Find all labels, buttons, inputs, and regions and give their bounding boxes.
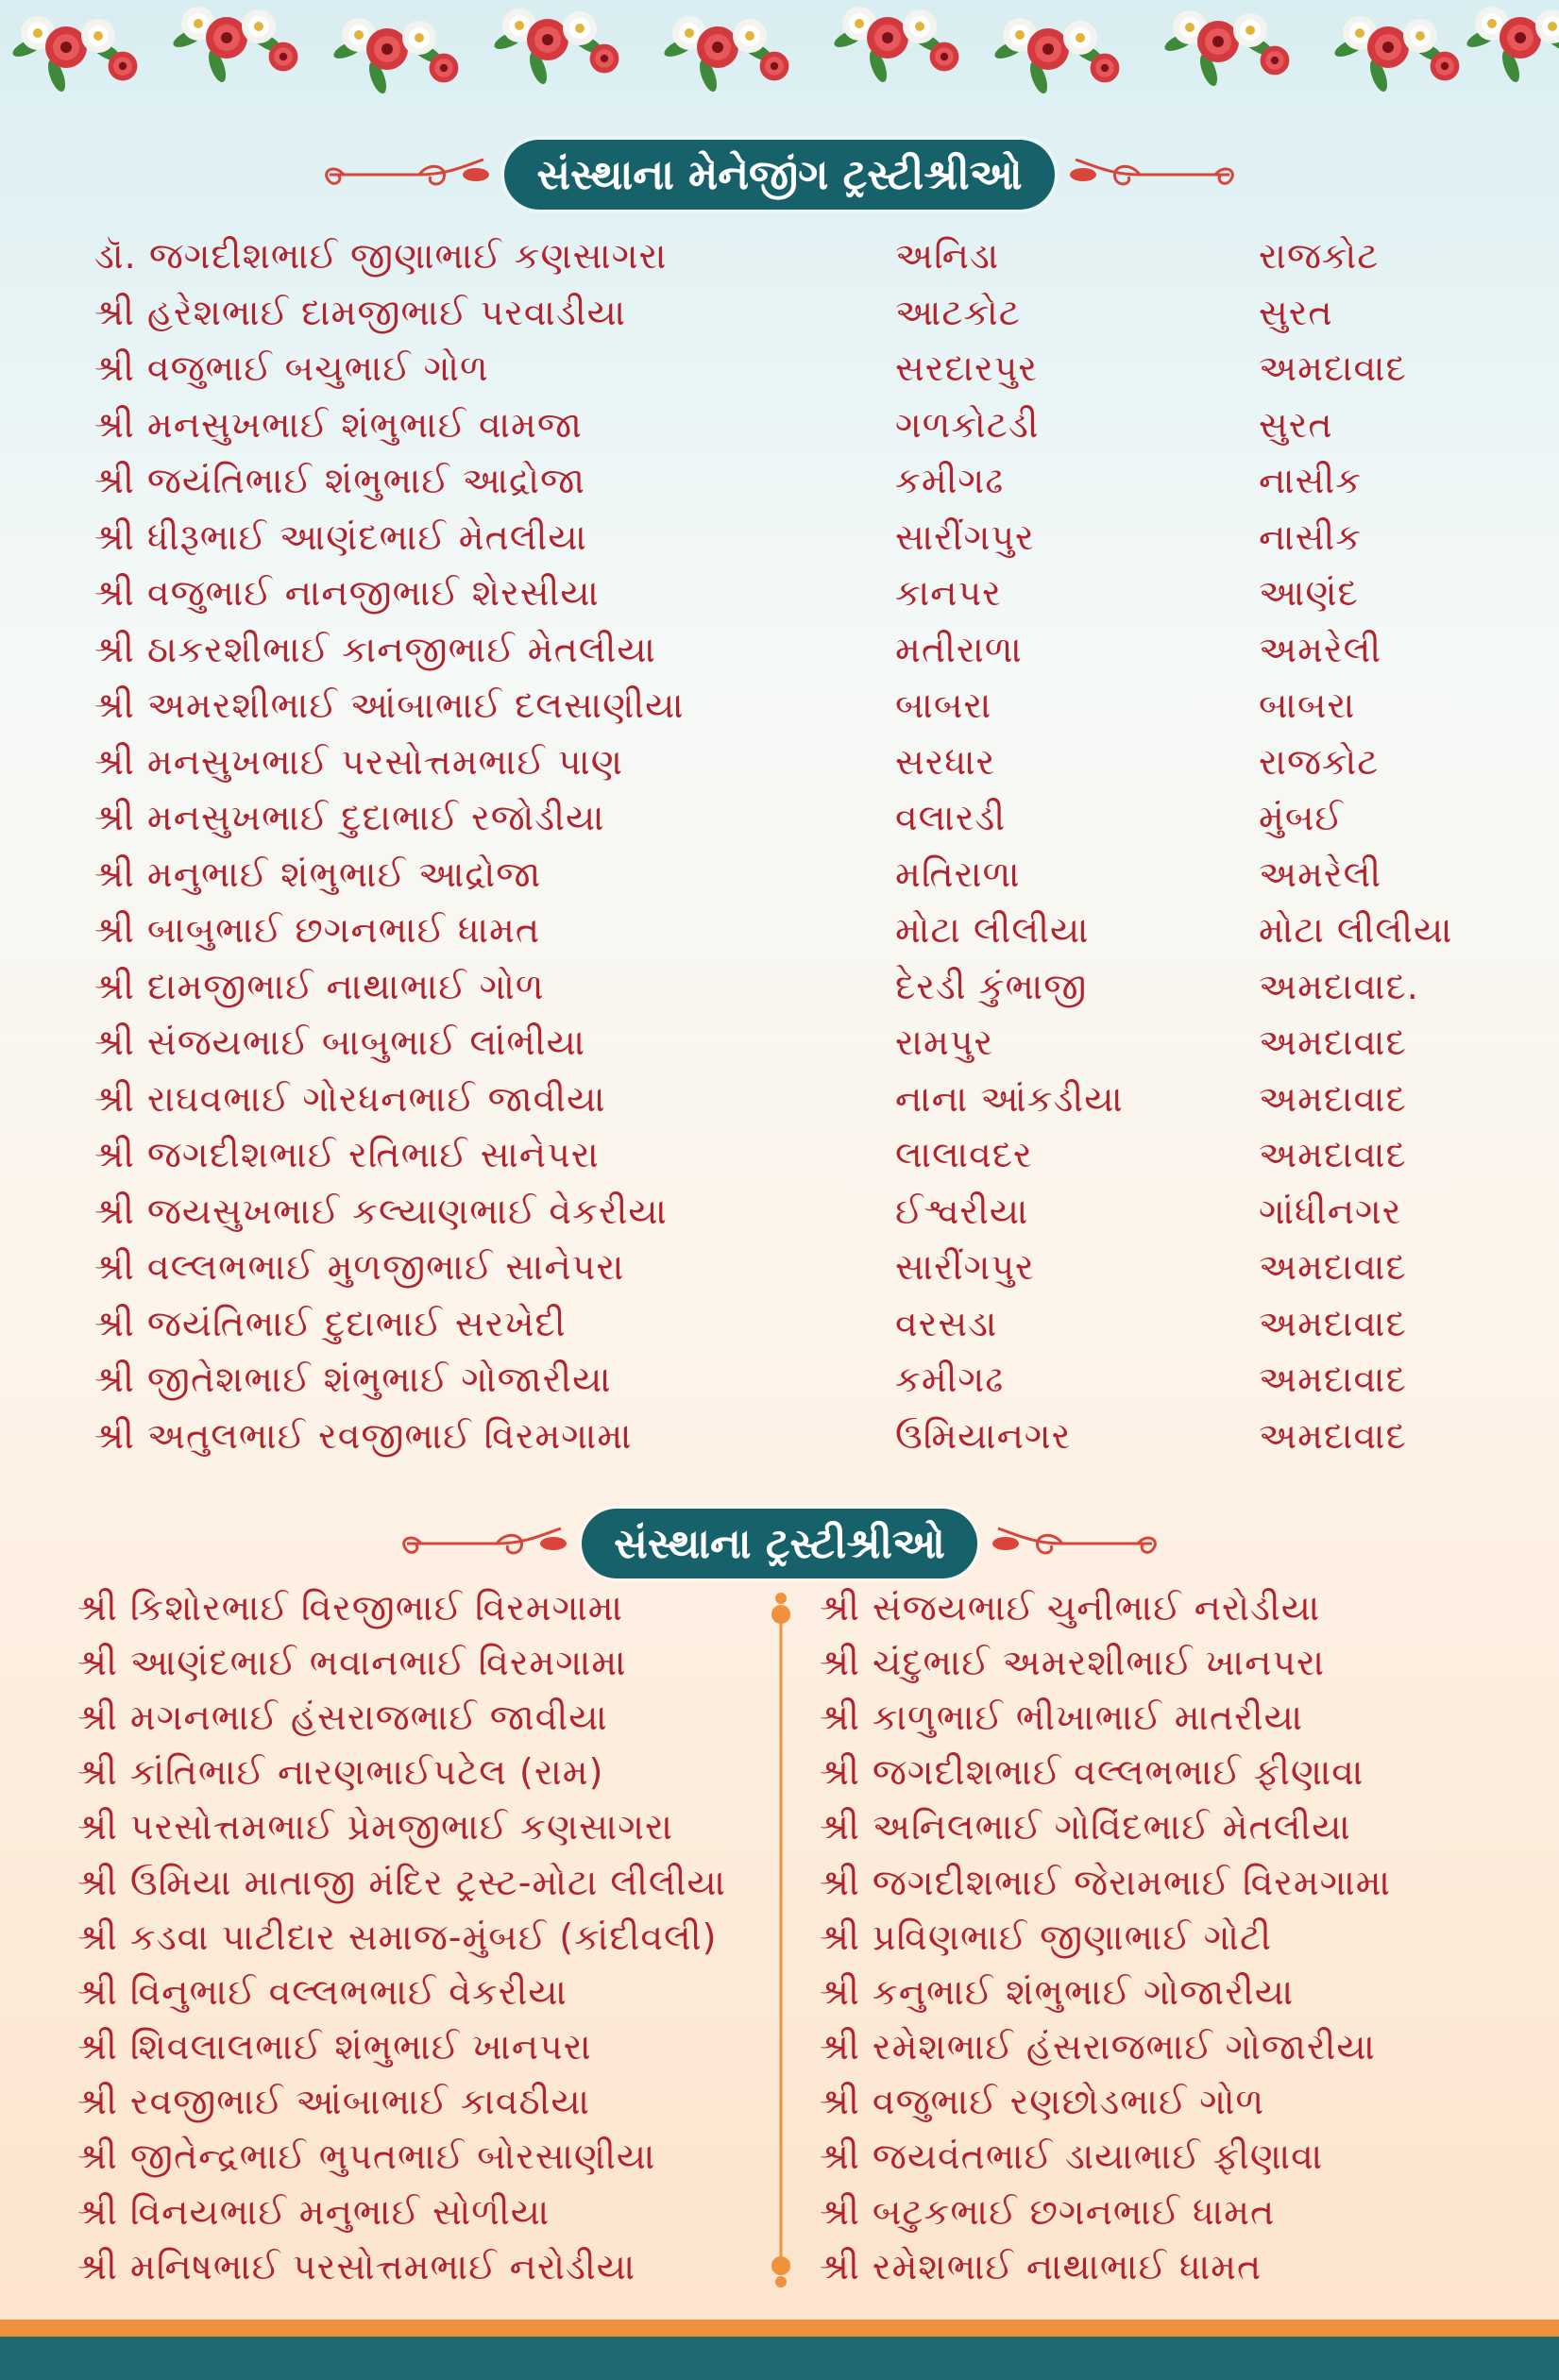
trustee-village: અનિડા — [895, 235, 1000, 278]
trustee-city: અમદાવાદ. — [1259, 965, 1419, 1007]
list-item: શ્રી કાળુભાઈ ભીખાભાઈ માતરીયા — [820, 1696, 1304, 1738]
trustee-village: આટકોટ — [895, 291, 1021, 333]
floral-garland-icon — [0, 0, 1559, 123]
trustee-village: કમીગઢ — [895, 1359, 1005, 1401]
table-row — [94, 903, 1492, 959]
trustee-name: શ્રી મનસુખભાઈ શંભુભાઈ વામજા — [94, 403, 583, 446]
list-item: શ્રી પરસોત્તમભાઈ પ્રેમજીભાઈ કણસાગરા — [77, 1806, 673, 1848]
trustee-name: શ્રી વજુભાઈ નાનજીભાઈ શેરસીયા — [94, 572, 600, 615]
table-row — [94, 847, 1492, 903]
trustee-village: કમીગઢ — [895, 460, 1005, 502]
scroll-ornament-icon — [402, 1515, 572, 1572]
table-row — [94, 1127, 1492, 1184]
list-item: શ્રી મગનભાઈ હંસરાજભાઈ જાવીયા — [77, 1696, 608, 1738]
trustee-name: શ્રી મનસુખભાઈ દુદાભાઈ રજોડીયા — [94, 797, 605, 839]
trustee-village: નાના આંકડીયા — [895, 1077, 1124, 1120]
trustee-village: વરસડા — [895, 1302, 998, 1344]
list-item: શ્રી મનિષભાઈ પરસોત્તમભાઈ નરોડીયા — [77, 2245, 636, 2287]
trustee-name: શ્રી વલ્લભભાઈ મુળજીભાઈ સાનેપરા — [94, 1246, 625, 1289]
trustee-city: અમદાવાદ — [1259, 1021, 1407, 1064]
beaded-divider-icon — [767, 1591, 795, 2289]
table-row — [94, 790, 1492, 847]
trustee-name: શ્રી અતુલભાઈ રવજીભાઈ વિરમગામા — [94, 1414, 633, 1457]
trustee-city: રાજકોટ — [1259, 235, 1380, 278]
list-item: શ્રી જગદીશભાઈ વલ્લભભાઈ ફીણાવા — [820, 1751, 1364, 1794]
list-item: શ્રી ઉમિયા માતાજી મંદિર ટ્રસ્ટ-મોટા લીલીયા — [77, 1861, 726, 1903]
trustees-title: સંસ્થાના ટ્રસ્ટીશ્રીઓ — [582, 1509, 977, 1578]
trustee-name: શ્રી જયંતિભાઈ શંભુભાઈ આદ્રોજા — [94, 460, 585, 502]
trustee-village: મતિરાળા — [895, 852, 1021, 895]
table-row — [94, 1409, 1492, 1465]
scroll-ornament-icon — [987, 1515, 1157, 1572]
table-row — [94, 453, 1492, 510]
trustee-city: અમદાવાદ — [1259, 347, 1407, 390]
list-item: શ્રી બટુકભાઈ છગનભાઈ ધામત — [820, 2190, 1276, 2233]
trustee-village: ગળકોટડી — [895, 403, 1040, 446]
table-row — [94, 397, 1492, 454]
trustees-left-column — [77, 1580, 795, 2294]
trustee-city: અમદાવાદ — [1259, 1077, 1407, 1120]
trustee-city: સુરત — [1259, 403, 1333, 446]
trustee-city: બાબરા — [1259, 684, 1356, 727]
table-row — [94, 1296, 1492, 1353]
trustee-name: શ્રી જયસુખભાઈ કલ્યાણભાઈ વેકરીયા — [94, 1190, 668, 1232]
list-item: શ્રી જીતેન્દ્રભાઈ ભુપતભાઈ બોરસાણીયા — [77, 2135, 656, 2178]
trustee-city: નાસીક — [1259, 515, 1363, 558]
trustee-name: શ્રી જીતેશભાઈ શંભુભાઈ ગોજારીયા — [94, 1359, 612, 1401]
trustee-village: સરદારપુર — [895, 347, 1038, 390]
trustee-village: સારીંગપુર — [895, 1246, 1035, 1289]
list-item: શ્રી કાંતિભાઈ નારણભાઈપટેલ (રામ) — [77, 1751, 604, 1794]
table-row — [94, 622, 1492, 679]
managing-trustees-list — [94, 228, 1492, 1464]
list-item: શ્રી અનિલભાઈ ગોવિંદભાઈ મેતલીયા — [820, 1806, 1351, 1848]
trustee-name: શ્રી અમરશીભાઈ આંબાભાઈ દલસાણીયા — [94, 684, 685, 727]
trustee-village: લાલાવદર — [895, 1134, 1033, 1176]
table-row — [94, 565, 1492, 622]
list-item: શ્રી પ્રવિણભાઈ જીણાભાઈ ગોટી — [820, 1916, 1272, 1958]
trustee-city: નાસીક — [1259, 460, 1363, 502]
table-row — [94, 734, 1492, 791]
trustee-village: બાબરા — [895, 684, 992, 727]
trustee-city: રાજકોટ — [1259, 740, 1380, 783]
trustee-village: ઉમિયાનગર — [895, 1414, 1072, 1457]
trustee-city: મોટા લીલીયા — [1259, 909, 1453, 952]
list-item: શ્રી આણંદભાઈ ભવાનભાઈ વિરમગામા — [77, 1641, 627, 1683]
trustee-name: શ્રી હરેશભાઈ દામજીભાઈ પરવાડીયા — [94, 291, 627, 333]
trustee-name: શ્રી ધીરૂભાઈ આણંદભાઈ મેતલીયા — [94, 515, 587, 558]
table-row — [94, 1352, 1492, 1409]
trustee-village: કાનપર — [895, 572, 1002, 615]
managing-trustees-heading — [0, 137, 1559, 212]
trustee-village: વલારડી — [895, 797, 1007, 839]
trustee-name: શ્રી દામજીભાઈ નાથાભાઈ ગોળ — [94, 965, 545, 1007]
footer-orange-band — [0, 2320, 1559, 2337]
table-row — [94, 341, 1492, 397]
trustee-village: મતીરાળા — [895, 628, 1023, 670]
table-row — [94, 678, 1492, 734]
list-item: શ્રી રવજીભાઈ આંબાભાઈ કાવઠીયા — [77, 2081, 590, 2123]
trustee-city: અમદાવાદ — [1259, 1134, 1407, 1176]
table-row — [94, 285, 1492, 342]
table-row — [94, 228, 1492, 285]
trustees-heading — [0, 1506, 1559, 1581]
trustee-village: દેરડી કુંભાજી — [895, 965, 1088, 1007]
trustee-city: અમદાવાદ — [1259, 1302, 1407, 1344]
list-item: શ્રી વિનયભાઈ મનુભાઈ સોળીયા — [77, 2190, 551, 2233]
trustee-name: શ્રી ઠાકરશીભાઈ કાનજીભાઈ મેતલીયા — [94, 628, 656, 670]
trustee-city: અમદાવાદ — [1259, 1414, 1407, 1457]
table-row — [94, 510, 1492, 566]
list-item: શ્રી કિશોરભાઈ વિરજીભાઈ વિરમગામા — [77, 1586, 623, 1629]
list-item: શ્રી કડવા પાટીદાર સમાજ-મુંબઈ (કાંદીવલી) — [77, 1916, 718, 1958]
list-item: શ્રી જયવંતભાઈ ડાયાભાઈ ફીણાવા — [820, 2135, 1324, 2178]
trustee-city: અમરેલી — [1259, 628, 1382, 670]
list-item: શ્રી રમેશભાઈ નાથાભાઈ ધામત — [820, 2245, 1262, 2287]
table-row — [94, 1240, 1492, 1296]
scroll-ornament-icon — [1064, 146, 1234, 203]
trustee-city: અમદાવાદ — [1259, 1246, 1407, 1289]
trustee-name: ડૉ. જગદીશભાઈ જીણાભાઈ કણસાગરા — [94, 235, 668, 278]
footer-teal-band — [0, 2337, 1559, 2380]
trustee-city: સુરત — [1259, 291, 1333, 333]
trustee-village: ઈશ્વરીયા — [895, 1190, 1029, 1232]
table-row — [94, 1184, 1492, 1241]
list-item: શ્રી શિવલાલભાઈ શંભુભાઈ ખાનપરા — [77, 2026, 592, 2068]
trustee-village: સારીંગપુર — [895, 515, 1035, 558]
table-row — [94, 1072, 1492, 1128]
list-item: શ્રી વિનુભાઈ વલ્લભભાઈ વેકરીયા — [77, 1970, 568, 2013]
trustee-name: શ્રી જગદીશભાઈ રતિભાઈ સાનેપરા — [94, 1134, 600, 1176]
trustee-city: આણંદ — [1259, 572, 1359, 615]
trustee-city: મુંબઈ — [1259, 797, 1344, 839]
trustee-name: શ્રી જયંતિભાઈ દુદાભાઈ સરખેદી — [94, 1302, 567, 1344]
managing-trustees-title: સંસ્થાના મેનેજીંગ ટ્રસ્ટીશ્રીઓ — [504, 140, 1054, 210]
table-row — [94, 1015, 1492, 1072]
trustee-name: શ્રી સંજયભાઈ બાબુભાઈ લાંભીયા — [94, 1021, 586, 1064]
trustee-name: શ્રી મનસુખભાઈ પરસોત્તમભાઈ પાણ — [94, 740, 623, 783]
list-item: શ્રી સંજયભાઈ ચુનીભાઈ નરોડીયા — [820, 1586, 1321, 1629]
trustee-name: શ્રી બાબુભાઈ છગનભાઈ ધામત — [94, 909, 541, 952]
trustee-name: શ્રી મનુભાઈ શંભુભાઈ આદ્રોજા — [94, 852, 542, 895]
trustee-name: શ્રી રાઘવભાઈ ગોરધનભાઈ જાવીયા — [94, 1077, 606, 1120]
list-item: શ્રી રમેશભાઈ હંસરાજભાઈ ગોજારીયા — [820, 2026, 1376, 2068]
trustee-village: રામપુર — [895, 1021, 994, 1064]
trustees-right-column — [820, 1580, 1537, 2294]
trustee-village: સરધાર — [895, 740, 996, 783]
trustee-village: મોટા લીલીયા — [895, 909, 1090, 952]
list-item: શ્રી ચંદુભાઈ અમરશીભાઈ ખાનપરા — [820, 1641, 1326, 1683]
trustee-name: શ્રી વજુભાઈ બચુભાઈ ગોળ — [94, 347, 489, 390]
list-item: શ્રી વજુભાઈ રણછોડભાઈ ગોળ — [820, 2081, 1265, 2123]
list-item: શ્રી જગદીશભાઈ જેરામભાઈ વિરમગામા — [820, 1861, 1391, 1903]
trustee-city: અમરેલી — [1259, 852, 1382, 895]
table-row — [94, 959, 1492, 1016]
scroll-ornament-icon — [325, 146, 495, 203]
trustee-city: અમદાવાદ — [1259, 1359, 1407, 1401]
list-item: શ્રી કનુભાઈ શંભુભાઈ ગોજારીયા — [820, 1970, 1295, 2013]
trustee-city: ગાંધીનગર — [1259, 1190, 1402, 1232]
